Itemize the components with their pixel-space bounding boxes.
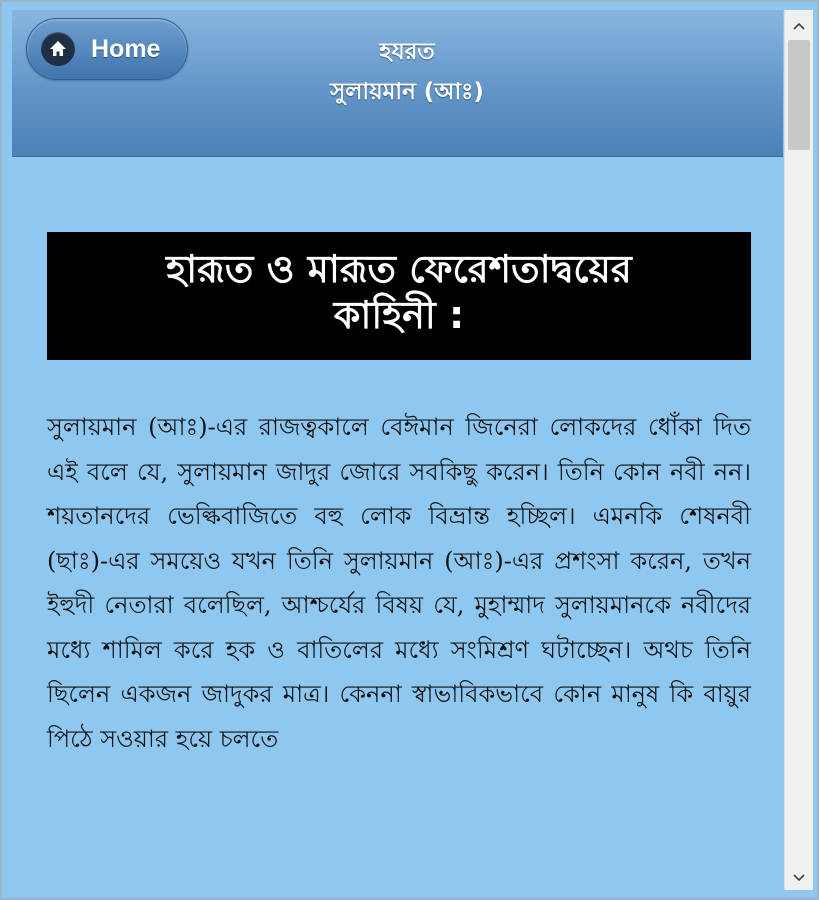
chevron-up-icon [793,15,805,34]
home-button[interactable] [26,18,188,80]
page-title [232,32,582,112]
section-heading-line2: কাহিনী : [333,293,465,337]
page-title-line2: সুলায়মান (আঃ) [330,79,484,105]
home-icon [41,32,75,66]
page-title-line1: হযরত [379,39,435,65]
scroll-up-button[interactable] [785,10,813,38]
scrollbar-thumb[interactable] [788,40,810,150]
chevron-down-icon [793,867,805,886]
home-button-label: Home [91,34,161,63]
vertical-scrollbar[interactable] [784,10,813,890]
section-heading [47,232,751,360]
article-body: সুলায়মান (আঃ)-এর রাজত্বকালে বেঈমান জিনেরা লোকদের ধোঁকা দিত এই বলে যে, সুলায়মান জাদুর জোরে সবকিছু করেন। তিনি কোন নবী নন। শয়তানদের ভেল্কিবাজিতে বহু লোক বিভ্রান্ত হচ্ছিল। এমনকি শেষনবী (ছাঃ)-এর সময়েও যখন তিনি সুলায়মান (আঃ)-এর প্রশংসা করেন, তখন ইহুদী নেতারা বলেছিল, আশ্চর্যের বিষয় যে, মুহাম্মাদ সুলায়মানকে নবীদের মধ্যে শামিল করে হক ও বাতিলের মধ্যে সংমিশ্রণ ঘটাচ্ছেন। অথচ তিনি ছিলেন একজন জাদুকর মাত্র। কেননা স্বাভাবিকভাবে কোন মানুষ কি বায়ুর পিঠে সওয়ার হয়ে চলতে [47,413,751,753]
header-bar [12,10,783,157]
section-heading-line1: হারূত ও মারূত ফেরেশতাদ্বয়ের [166,247,632,291]
content-area[interactable] [12,157,783,890]
scroll-down-button[interactable] [785,862,813,890]
